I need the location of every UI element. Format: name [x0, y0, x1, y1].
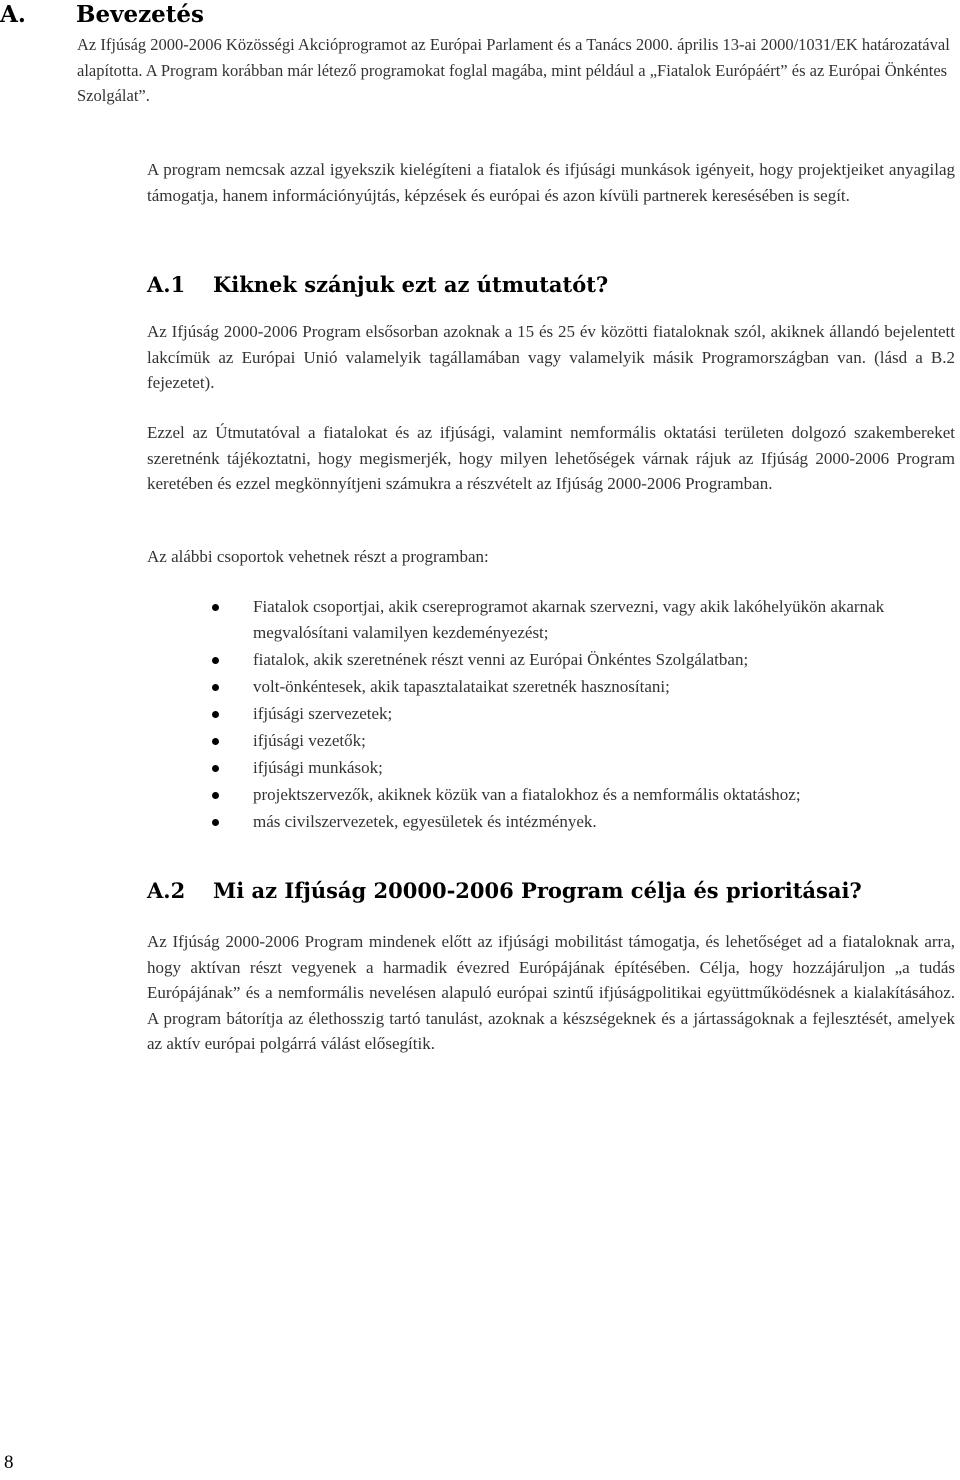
page-number: 8: [4, 1452, 14, 1473]
bullet-icon: [212, 684, 219, 691]
participant-groups-list: [212, 594, 957, 836]
list-item: ifjúsági vezetők;: [212, 728, 957, 754]
bullet-icon: [212, 765, 219, 772]
subsection-title-a1: Kiknek szánjuk ezt az útmutatót?: [213, 272, 609, 297]
a1-paragraph-1: Az Ifjúság 2000-2006 Program elsősorban azoknak a 15 és 25 év közötti fiataloknak szól, akiknek állandó bejelentett lakcímük az Európai Unió valamelyik tagállamában vagy valamelyik másik Programországban van. (lásd a B.2 fejezetet).: [147, 322, 955, 392]
list-item: volt-önkéntesek, akik tapasztalataikat szeretnék hasznosítani;: [212, 674, 957, 700]
intro-paragraph-2: A program nemcsak azzal igyekszik kielégíteni a fiatalok és ifjúsági munkások igényeit, hogy projektjeiket anyagilag támogatja, hanem információnyújtás, képzések és európai és azon kívüli partnerek keresésében is segít.: [147, 160, 955, 205]
list-item: ifjúsági szervezetek;: [212, 701, 957, 727]
list-item: Fiatalok csoportjai, akik csereprogramot akarnak szervezni, vagy akik lakóhelyükön akarnak megvalósítani valamilyen kezdeményezést;: [212, 594, 957, 645]
bullet-icon: [212, 819, 219, 826]
a2-paragraph-1: Az Ifjúság 2000-2006 Program mindenek előtt az ifjúsági mobilitást támogatja, és lehetőséget ad a fiataloknak arra, hogy aktívan részt vegyenek a harmadik évezred Európájának építésében. Célja, hogy hozzájáruljon „a tudás Európájának” és a nemformális nevelésen alapuló európai szintű ifjúságpolitikai együttműködésnek a kialakításához. A program bátorítja az élethosszig tartó tanulást, azoknak a készségeknek és a jártasságoknak a fejlesztését, amelyek az aktív európai polgárrá válást elősegítik.: [147, 932, 955, 1053]
bullet-icon: [212, 738, 219, 745]
list-item: fiatalok, akik szeretnének részt venni az Európai Önkéntes Szolgálatban;: [212, 647, 957, 673]
a1-paragraph-2: Ezzel az Útmutatóval a fiatalokat és az ifjúsági, valamint nemformális oktatási területen dolgozó szakembereket szeretnénk tájékoztatni, hogy megismerjék, hogy milyen lehetőségek várnak rájuk az Ifjúság 2000-2006 Program keretében és ezzel megkönnyítjeni számukra a részvételt az Ifjúság 2000-2006 Programban.: [147, 423, 955, 493]
subsection-number-a1: A.1: [147, 272, 186, 297]
subsection-heading-a2: [147, 877, 862, 905]
list-item: projektszervezők, akiknek közük van a fiatalokhoz és a nemformális oktatáshoz;: [212, 782, 957, 808]
bullet-icon: [212, 711, 219, 718]
bullet-icon: [212, 657, 219, 664]
section-number: A.: [0, 1, 26, 28]
bullet-icon: [212, 604, 219, 611]
intro-paragraph-1: Az Ifjúság 2000-2006 Közösségi Akcióprogramot az Európai Parlament és a Tanács 2000. április 13-ai 2000/1031/EK határozatával alapította. A Program korábban már létező programokat foglal magába, mint például a „Fiatalok Európáért” és az Európai Önkéntes Szolgálat”.: [77, 35, 950, 105]
a1-paragraph-3: Az alábbi csoportok vehetnek részt a programban:: [147, 547, 489, 566]
section-heading: [0, 0, 204, 30]
bullet-icon: [212, 792, 219, 799]
subsection-heading-a1: [147, 271, 608, 299]
list-item: ifjúsági munkások;: [212, 755, 957, 781]
section-title: Bevezetés: [76, 1, 204, 28]
subsection-number-a2: A.2: [147, 878, 186, 903]
subsection-title-a2: Mi az Ifjúság 20000-2006 Program célja és prioritásai?: [213, 878, 862, 903]
list-item: más civilszervezetek, egyesületek és intézmények.: [212, 809, 957, 835]
